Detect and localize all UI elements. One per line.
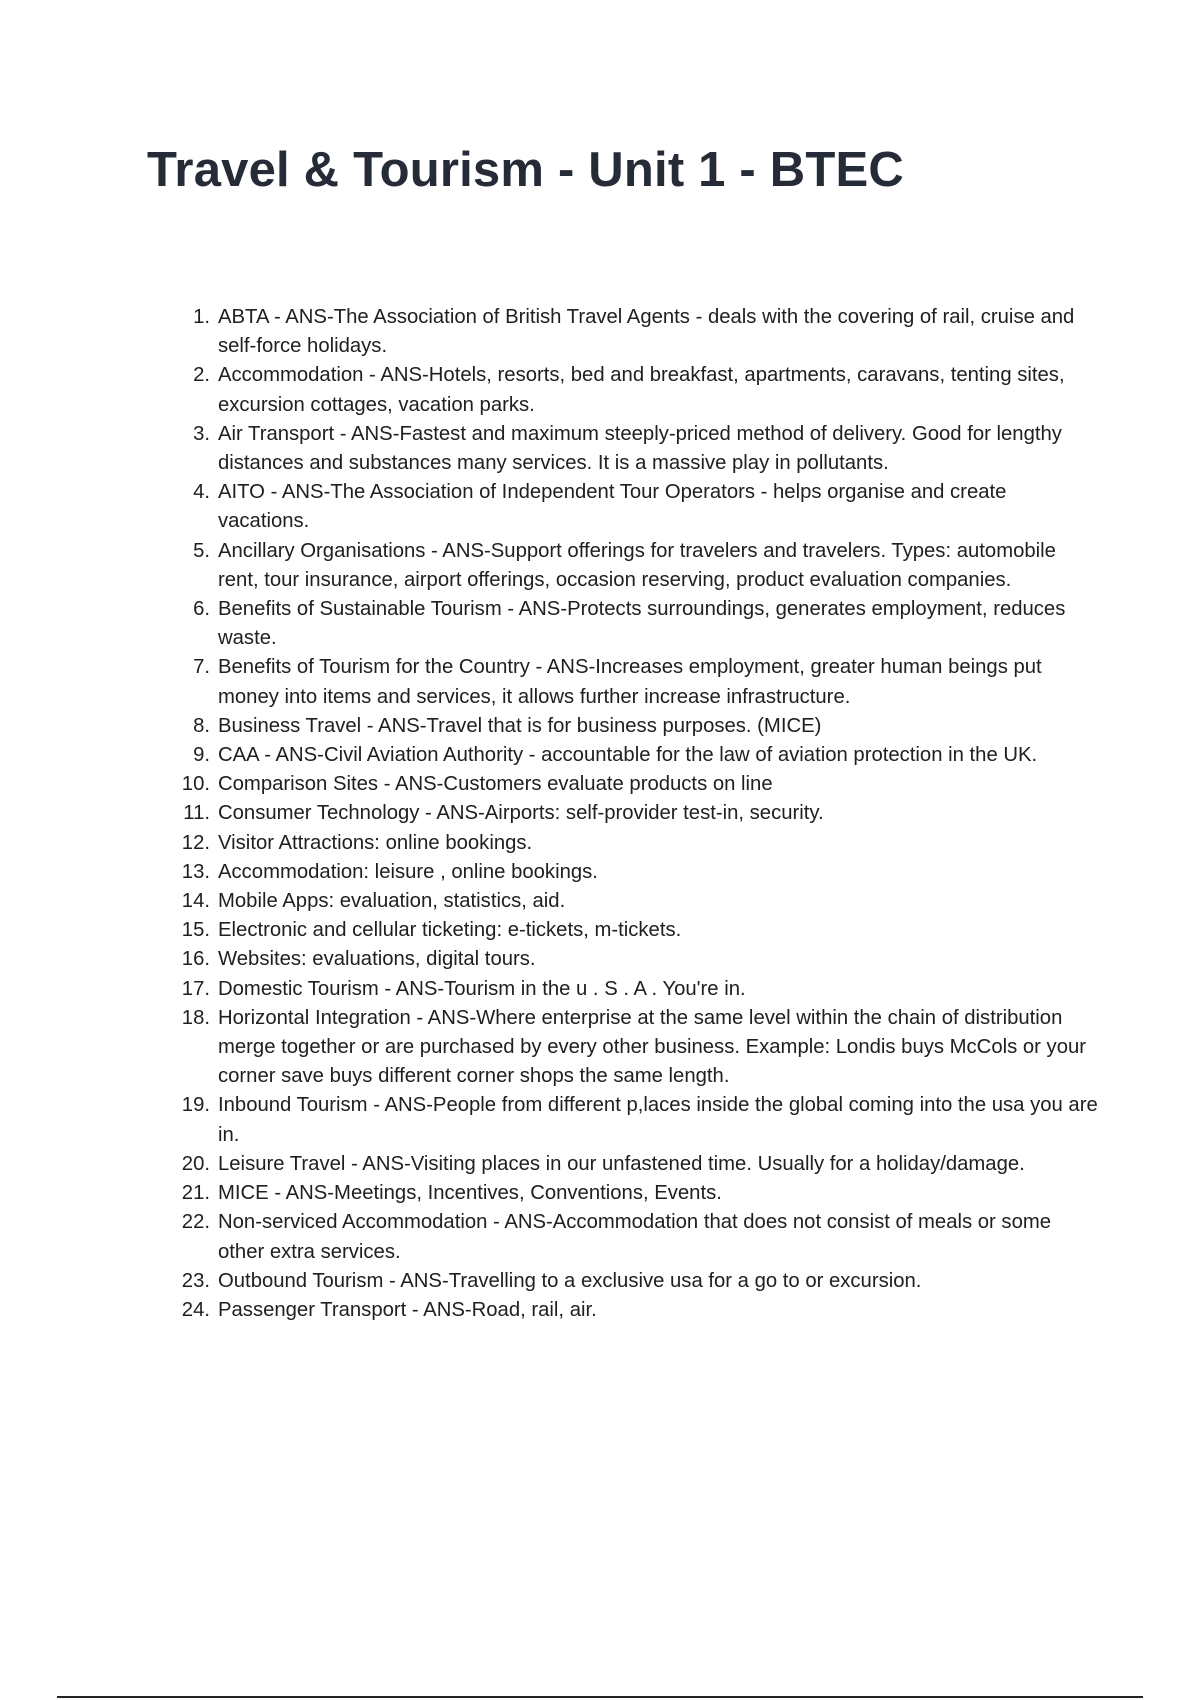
term-item: [181, 829, 1098, 858]
term-text: Ancillary Organisations - ANS-Support offerings for travelers and travelers. Types: automobile rent, tour insurance, airport offerings, occasion reserving, product evaluation companies.: [218, 539, 1056, 591]
term-number: 7.: [193, 656, 210, 679]
term-number: 13.: [181, 860, 210, 883]
term-item: [181, 975, 1098, 1004]
term-number: 22.: [181, 1211, 210, 1234]
term-number: 23.: [181, 1269, 210, 1292]
term-number: 17.: [181, 977, 210, 1000]
term-item: [193, 712, 1098, 741]
term-text: Passenger Transport - ANS-Road, rail, air.: [218, 1298, 597, 1321]
term-text: Horizontal Integration - ANS-Where enterprise at the same level within the chain of distribution merge together or are purchased by every other business. Example: Londis buys McCols or your corner save buys different corner shops the same length.: [218, 1006, 1087, 1088]
term-text: Domestic Tourism - ANS-Tourism in the u . S . A . You're in.: [218, 977, 746, 1000]
term-text: Consumer Technology - ANS-Airports: self-provider test-in, security.: [218, 802, 824, 825]
term-item: [193, 595, 1098, 653]
term-text: Inbound Tourism - ANS-People from different p,laces inside the global coming into the usa you are in.: [218, 1094, 1098, 1146]
term-text: Leisure Travel - ANS-Visiting places in our unfastened time. Usually for a holiday/damage.: [218, 1152, 1025, 1175]
term-item: [181, 770, 1098, 799]
term-item: [181, 1150, 1098, 1179]
term-number: 10.: [181, 773, 210, 796]
term-number: 19.: [181, 1094, 210, 1117]
term-number: 15.: [181, 919, 210, 942]
term-text: Visitor Attractions: online bookings.: [218, 831, 533, 854]
term-item: [181, 1179, 1098, 1208]
term-number: 9.: [193, 744, 210, 767]
term-number: 6.: [193, 598, 210, 621]
term-item: [193, 653, 1098, 711]
term-item: [181, 1208, 1098, 1266]
term-number: 11.: [183, 802, 210, 825]
page-title: Travel & Tourism - Unit 1 - BTEC: [147, 143, 904, 197]
term-text: Mobile Apps: evaluation, statistics, aid.: [218, 890, 566, 913]
term-text: Accommodation - ANS-Hotels, resorts, bed and breakfast, apartments, caravans, tenting sites, excursion cottages, vacation parks.: [218, 364, 1065, 416]
term-text: CAA - ANS-Civil Aviation Authority - accountable for the law of aviation protection in the UK.: [218, 744, 1038, 767]
term-item: [183, 799, 1098, 828]
term-text: Comparison Sites - ANS-Customers evaluate products on line: [218, 773, 773, 796]
term-number: 12.: [181, 831, 210, 854]
term-list: [181, 303, 1098, 1325]
term-number: 1.: [193, 306, 210, 328]
term-text: Outbound Tourism - ANS-Travelling to a exclusive usa for a go to or excursion.: [218, 1269, 922, 1292]
term-text: Air Transport - ANS-Fastest and maximum steeply-priced method of delivery. Good for lengthy distances and substances many services. It is a massive play in pollutants.: [218, 422, 1062, 475]
term-text: AITO - ANS-The Association of Independent Tour Operators - helps organise and create vacations.: [218, 481, 1007, 533]
footer-divider: [57, 1696, 1143, 1698]
term-item: [181, 1091, 1098, 1149]
term-number: 16.: [181, 948, 210, 971]
term-item: [193, 361, 1098, 419]
term-text: Non-serviced Accommodation - ANS-Accommodation that does not consist of meals or some other extra services.: [218, 1211, 1052, 1263]
term-number: 8.: [193, 714, 210, 737]
term-item: [181, 1296, 1098, 1325]
term-text: Websites: evaluations, digital tours.: [218, 948, 536, 971]
term-text: MICE - ANS-Meetings, Incentives, Conventions, Events.: [218, 1182, 722, 1205]
term-text: Electronic and cellular ticketing: e-tickets, m-tickets.: [218, 919, 682, 942]
term-number: 21.: [181, 1182, 210, 1205]
term-item: [193, 303, 1098, 361]
term-number: 3.: [193, 422, 210, 445]
term-item: [193, 478, 1098, 536]
term-item: [181, 1004, 1098, 1092]
term-text: ABTA - ANS-The Association of British Travel Agents - deals with the covering of rail, cruise and self-force holidays.: [218, 306, 1075, 358]
term-text: Benefits of Tourism for the Country - ANS-Increases employment, greater human beings put money into items and services, it allows further increase infrastructure.: [218, 656, 1042, 708]
term-text: Business Travel - ANS-Travel that is for business purposes. (MICE): [218, 714, 822, 737]
term-number: 18.: [181, 1006, 210, 1029]
term-number: 2.: [193, 364, 210, 387]
term-item: [181, 916, 1098, 945]
term-text: Accommodation: leisure , online bookings.: [218, 860, 598, 883]
term-number: 14.: [181, 890, 210, 913]
term-number: 5.: [193, 539, 210, 562]
term-item: [193, 420, 1098, 478]
term-item: [181, 887, 1098, 916]
term-number: 20.: [181, 1152, 210, 1175]
term-item: [181, 945, 1098, 974]
term-number: 4.: [193, 481, 210, 504]
term-number: 24.: [181, 1298, 210, 1321]
term-text: Benefits of Sustainable Tourism - ANS-Protects surroundings, generates employment, reduces waste.: [218, 598, 1066, 650]
term-item: [193, 537, 1098, 595]
term-item: [181, 858, 1098, 887]
term-item: [181, 1267, 1098, 1296]
term-item: [193, 741, 1098, 770]
